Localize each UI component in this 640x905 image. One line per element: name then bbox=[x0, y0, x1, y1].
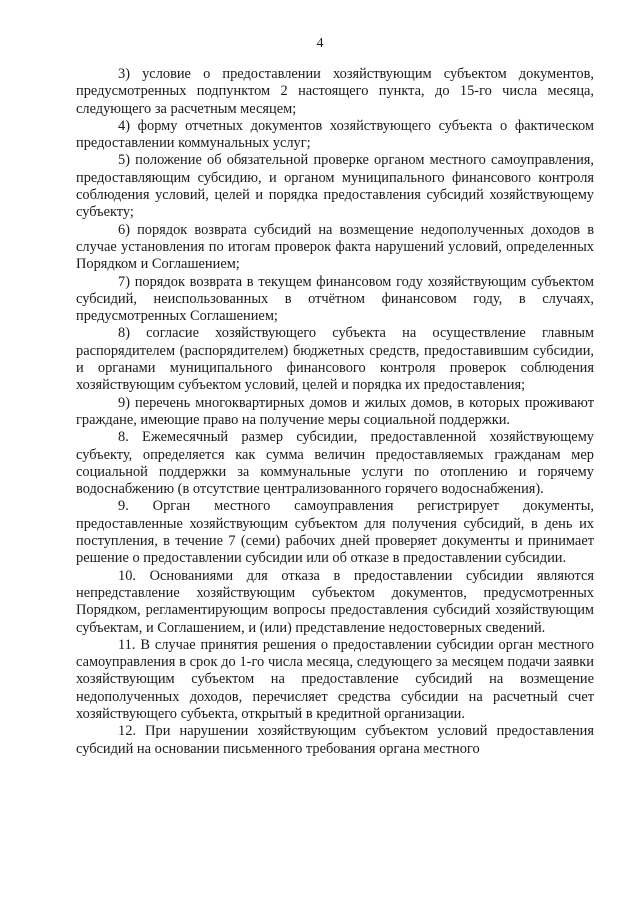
clause-11: 11. В случае принятия решения о предоставлении субсидии орган местного самоуправления в срок до 1-го числа месяца, следующего за месяцем подачи заявки хозяйствующим субъектом на предоставление субсидий на возмещение недополученных доходов, перечисляет средства субсидии на расчетный счет хозяйствующего субъекта, открытый в кредитной организации. bbox=[76, 636, 594, 722]
clause-10: 10. Основаниями для отказа в предоставлении субсидии являются непредставление хозяйствующим субъектом документов, предусмотренных Порядком, регламентирующим вопросы предоставления субсидий хозяйствующим субъектам, и Соглашением, и (или) представление недостоверных сведений. bbox=[76, 567, 594, 636]
paragraph-item-7: 7) порядок возврата в текущем финансовом году хозяйствующим субъектом субсидий, неиспользованных в отчётном финансовом году, в случаях, предусмотренных Соглашением; bbox=[76, 273, 594, 325]
document-body bbox=[76, 66, 594, 758]
paragraph-item-8: 8) согласие хозяйствующего субъекта на осуществление главным распорядителем (распорядителем) бюджетных средств, предоставившим субсидии, и органами муниципального финансового контроля проверок соблюдения хозяйствующим субъектом условий, целей и порядка их предоставления; bbox=[76, 325, 594, 394]
page-number: 4 bbox=[316, 36, 324, 51]
paragraph-item-6: 6) порядок возврата субсидий на возмещение недополученных доходов в случае установления по итогам проверок факта нарушений условий, определенных Порядком и Соглашением; bbox=[76, 221, 594, 273]
clause-8: 8. Ежемесячный размер субсидии, предоставленной хозяйствующему субъекту, определяется как сумма величин предоставляемых гражданам мер социальной поддержки за коммунальные услуги по отоплению и горячему водоснабжению (в отсутствие централизованного горячего водоснабжения). bbox=[76, 429, 594, 498]
paragraph-item-9: 9) перечень многоквартирных домов и жилых домов, в которых проживают граждане, имеющие право на получение меры социальной поддержки. bbox=[76, 394, 594, 428]
paragraph-item-3: 3) условие о предоставлении хозяйствующим субъектом документов, предусмотренных подпунктом 2 настоящего пункта, до 15-го числа месяца, следующего за расчетным месяцем; bbox=[76, 66, 594, 117]
paragraph-item-5: 5) положение об обязательной проверке органом местного самоуправления, предоставляющим субсидию, и органом муниципального финансового контроля соблюдения условий, целей и порядка предоставления субсидий хозяйствующему субъекту; bbox=[76, 152, 594, 221]
clause-12: 12. При нарушении хозяйствующим субъектом условий предоставления субсидий на основании письменного требования органа местного bbox=[76, 723, 594, 757]
clause-9: 9. Орган местного самоуправления регистрирует документы, предоставленные хозяйствующим субъектом для получения субсидий, в день их поступления, в течение 7 (семи) рабочих дней проверяет документы и принимает решение о предоставлении субсидии или об отказе в предоставлении субсидии. bbox=[76, 498, 594, 567]
paragraph-item-4: 4) форму отчетных документов хозяйствующего субъекта о фактическом предоставлении коммунальных услуг; bbox=[76, 117, 594, 152]
